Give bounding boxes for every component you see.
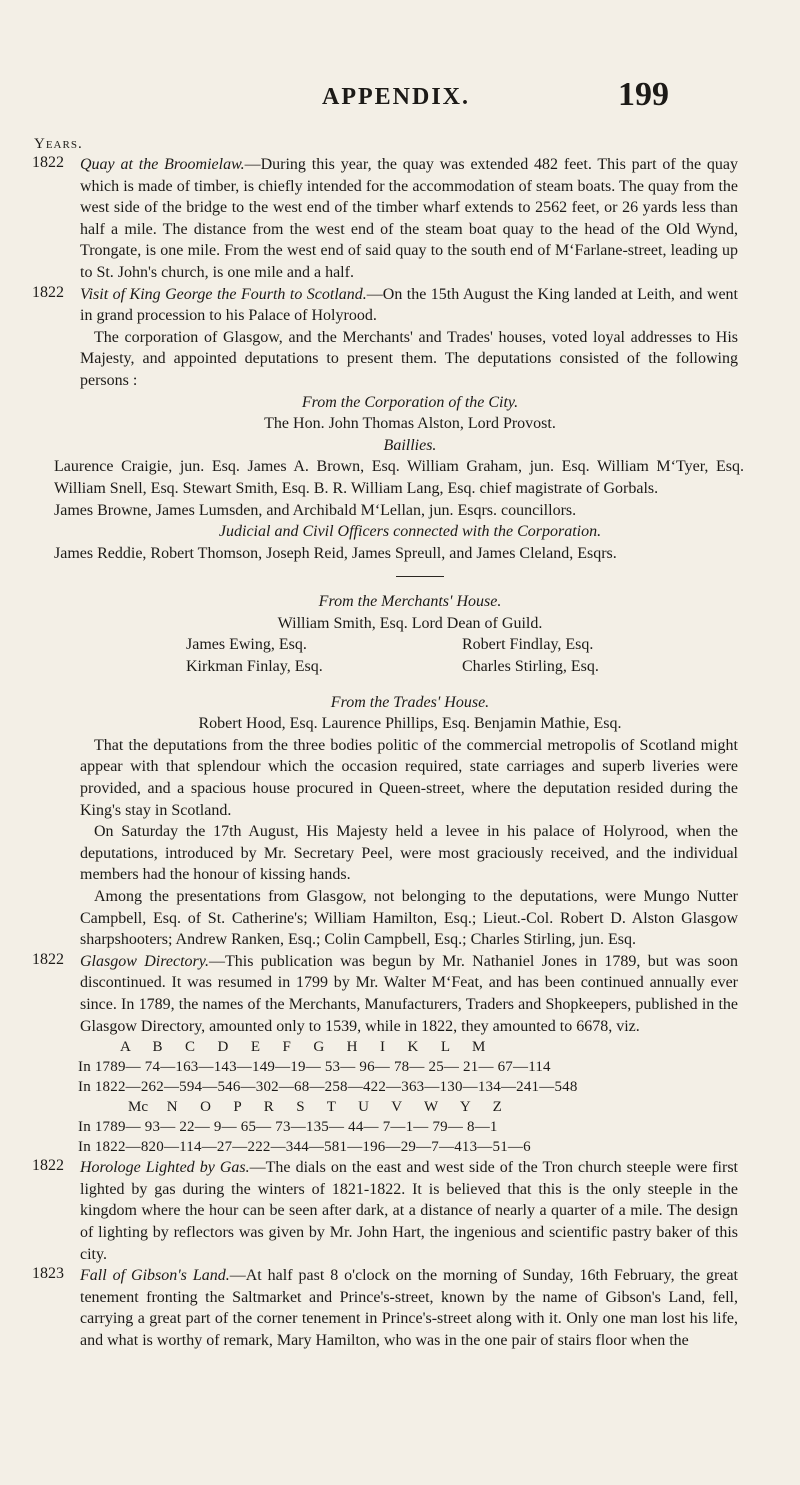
- officers-list: James Reddie, Robert Thomson, Joseph Reid, James Spreull, and James Cleland, Esqrs.: [54, 544, 617, 562]
- entry-paragraph-continued: The corporation of Glasgow, and the Merchants' and Trades' houses, voted loyal addresses to His Majesty, and appointed deputations to present them. The deputations consisted of the following persons :: [80, 328, 738, 389]
- running-head: [0, 76, 800, 116]
- entry-year: 1822: [32, 154, 64, 171]
- entry-paragraph: [80, 284, 738, 327]
- merchant-name: Robert Findlay, Esq.: [462, 636, 594, 654]
- entry-text: —This publication was begun by Mr. Nathaniel Jones in 1789, but was soon discontinued. It was resumed in 1799 by Mr. Walter M‘Feat, and has been continued annually ever since. In 1789, the names of the Merchants, Manufacturers, Traders and Shopkeepers, published in the Glasgow Directory, amounted only to 1539, while in 1822, they amounted to 6678, viz.: [80, 952, 739, 1035]
- entry-title: Fall of Gibson's Land.: [80, 1267, 230, 1285]
- narrative-paragraph: Among the presentations from Glasgow, not belonging to the deputations, were Mungo Nutter Campbell, Esq. of St. Catherine's; William Hamilton, Esq.; Lieut.-Col. Robert D. Alston Glasgow sharpshooters; Andrew Ranken, Esq.; Colin Campbell, Esq.; Charles Stirling, jun. Esq.: [80, 888, 738, 949]
- entry-year: 1822: [32, 950, 64, 968]
- entry-directory: [0, 951, 800, 1037]
- baillies-list: Laurence Craigie, jun. Esq. James A. Brown, Esq. William Graham, jun. Esq. William M‘Tyer, Esq. William Snell, Esq. Stewart Smith, Esq. B. R. William Lang, Esq. chief magistrate of Gorbals.: [54, 458, 744, 497]
- table-row: In 1789— 93— 22— 9— 65— 73—135— 44— 7—1— 79— 8—1: [78, 1119, 498, 1136]
- entry-paragraph: [80, 154, 738, 284]
- dean-of-guild-line: William Smith, Esq. Lord Dean of Guild.: [277, 614, 543, 632]
- section-divider: [396, 576, 444, 577]
- running-head-title: APPENDIX.: [322, 84, 470, 110]
- entry-text: —On the 15th August the King landed at Leith, and went in grand procession to his Palace of Holyrood.: [80, 285, 739, 325]
- table-row: In 1822—820—114—27—222—344—581—196—29—7—413—51—6: [78, 1139, 531, 1156]
- table-letters-row: Mc N O P R S T U V W Y Z: [128, 1099, 502, 1116]
- entry-year: 1823: [32, 1265, 64, 1283]
- narrative-paragraph: On Saturday the 17th August, His Majesty held a levee in his palace of Holyrood, when the deputations, introduced by Mr. Secretary Peel, were most graciously received, and the individual members had the honour of kissing hands.: [80, 823, 738, 884]
- entry-text: —At half past 8 o'clock on the morning of Sunday, 16th February, the great tenement fronting the Saltmarket and Prince's-street, known by the name of Gibson's Land, fell, carrying a great part of the corner tenement in Prince's-street along with it. Only one man lost his life, and what is worthy of remark, Mary Hamilton, who was in the one pair of stairs floor when the: [80, 1267, 738, 1349]
- merchants-heading: From the Merchants' House.: [318, 593, 502, 611]
- table-letters-row: A B C D E F G H I K L M: [120, 1039, 486, 1056]
- entry-paragraph: [80, 1157, 738, 1265]
- entry-title: Quay at the Broomielaw.: [80, 156, 245, 173]
- trades-heading: From the Trades' House.: [330, 693, 490, 711]
- officers-heading: Judicial and Civil Officers connected with the Corporation.: [218, 523, 602, 541]
- merchants-row: [0, 634, 800, 656]
- merchant-name: Charles Stirling, Esq.: [462, 658, 599, 676]
- corporation-heading: From the Corporation of the City.: [301, 393, 519, 411]
- entry-text: —The dials on the east and west side of the Tron church steeple were first lighted by gas during the winters of 1821-1822. It is believed that this is the only steeple in the kingdom where the hour can be seen after dark, at a distance of nearly a quarter of a mile. The design of lighting by reflectors was given by Mr. John Hart, the ingenious and scientific pastry baker of this city.: [80, 1159, 738, 1263]
- directory-table: [78, 1037, 758, 1157]
- table-row: In 1822—262—594—546—302—68—258—422—363—130—134—241—548: [78, 1079, 578, 1096]
- entry-gibsons-land: [0, 1265, 800, 1351]
- narrative-paragraph: That the deputations from the three bodies politic of the commercial metropolis of Scotland might appear with that splendour which the occasion required, state carriages and superb liveries were provided, and a spacious house procured in Queen-street, where the deputation resided during the King's stay in Scotland.: [80, 736, 738, 819]
- merchants-row: [0, 656, 800, 678]
- entry-title: Horologe Lighted by Gas.: [80, 1159, 250, 1177]
- merchant-name: James Ewing, Esq.: [186, 636, 307, 654]
- entry-text: —During this year, the quay was extended 482 feet. This part of the quay which is made of timber, is chiefly intended for the accommodation of steam boats. The quay from the west side of the bridge to the west end of the timber wharf extends to 2562 feet, or 26 yards less than half a mile. The distance from the west end of the steam boat quay to the head of the Old Wynd, Trongate, is one mile. From the west end of said quay to the south end of M‘Farlane-street, leading up to St. John's church, is one mile and a half.: [80, 156, 738, 281]
- entry-title: Visit of King George the Fourth to Scotland.: [80, 285, 367, 303]
- lord-provost-line: The Hon. John Thomas Alston, Lord Provost.: [264, 415, 556, 433]
- table-row: In 1789— 74—163—143—149—19— 53— 96— 78— 25— 21— 67—114: [78, 1059, 551, 1076]
- entry-title: Glasgow Directory.: [80, 952, 209, 970]
- councillors-list: James Browne, James Lumsden, and Archibald M‘Lellan, jun. Esqrs. councillors.: [54, 501, 577, 519]
- entry-year: 1822: [32, 1157, 64, 1175]
- spacer: [0, 678, 800, 692]
- baillies-heading: Baillies.: [383, 436, 437, 454]
- entry-paragraph: [80, 1265, 738, 1351]
- entry-paragraph: [80, 951, 738, 1037]
- years-column-label: Years.: [34, 136, 83, 152]
- trades-members: Robert Hood, Esq. Laurence Phillips, Esq. Benjamin Mathie, Esq.: [198, 715, 622, 733]
- entry-quay: [0, 154, 800, 284]
- merchant-name: Kirkman Finlay, Esq.: [186, 658, 323, 676]
- entry-horologe: [0, 1157, 800, 1265]
- page-body: [0, 154, 800, 1352]
- page-number: 199: [618, 76, 669, 113]
- entry-king-visit: [0, 284, 800, 392]
- entry-year: 1822: [32, 283, 64, 301]
